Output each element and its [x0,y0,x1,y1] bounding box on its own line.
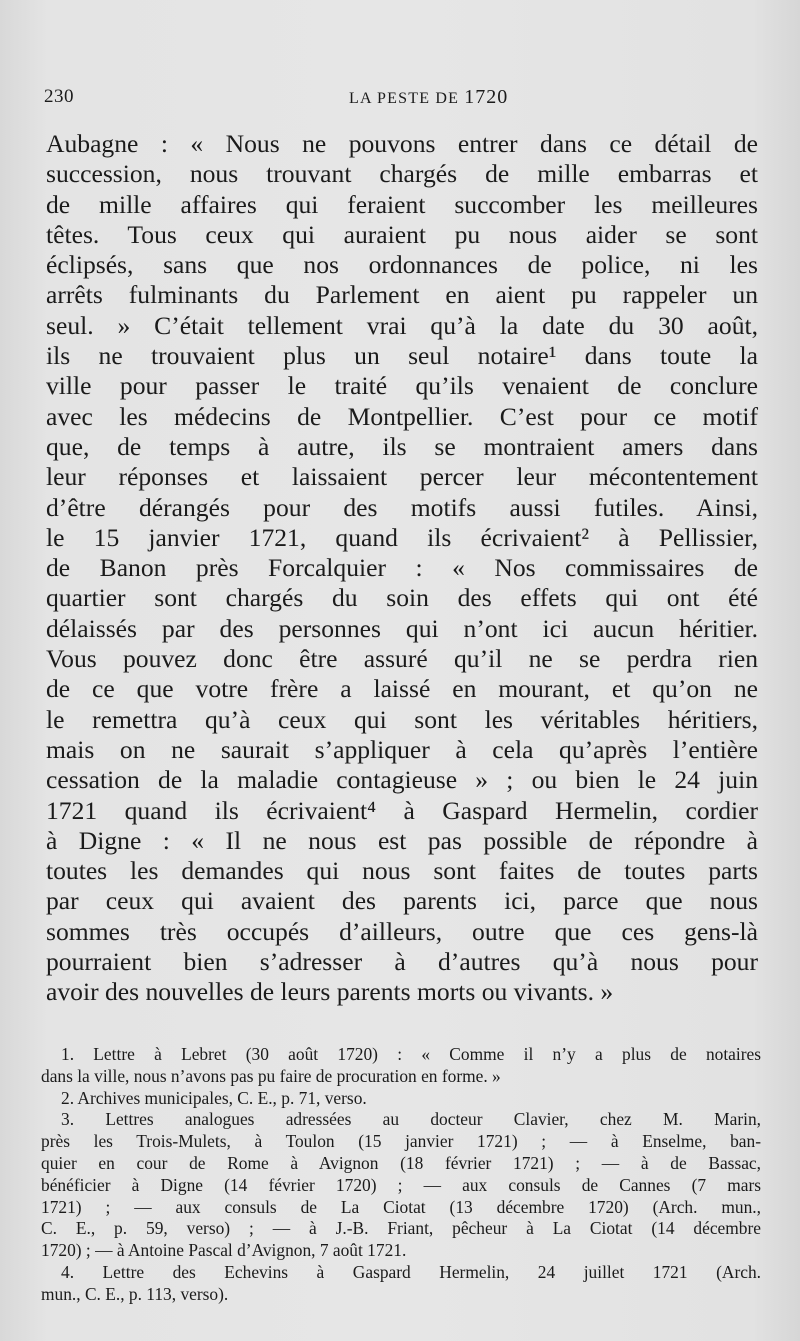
body-line: leur réponses et laissaient percer leur mécontentement [46,462,758,492]
body-line: à Digne : « Il ne nous est pas possible de répondre à [46,825,758,855]
body-line: 1721 quand ils écrivaient⁴ à Gaspard Hermelin, cordier [46,795,758,825]
body-line: Aubagne : « Nous ne pouvons entrer dans ce détail de [46,129,758,158]
body-line: éclipsés, sans que nos ordonnances de police, ni les [46,250,758,280]
body-line: d’être dérangés pour des motifs aussi futiles. Ainsi, [46,492,758,522]
body-line: ils ne trouvaient plus un seul notaire¹ dans toute la [46,341,758,371]
page-number: 230 [44,86,74,107]
body-line: le remettra qu’à ceux qui sont les véritables héritiers, [46,704,758,734]
body-line: de mille affaires qui feraient succomber les meilleures [46,189,758,219]
body-line: avec les médecins de Montpellier. C’est pour ce motif [46,401,758,431]
body-line: arrêts fulminants du Parlement en aient pu rappeler un [46,280,758,310]
body-line: ville pour passer le traité qu’ils venaient de conclure [46,371,758,401]
running-title [349,86,508,109]
body-line: le 15 janvier 1721, quand ils écrivaient² à Pellissier, [46,522,758,552]
body-line: quartier sont chargés du soin des effets qui ont été [46,583,758,613]
body-line: de Banon près Forcalquier : « Nos commissaires de [46,553,758,583]
body-text [46,129,758,1008]
footnote-1: 1. Lettre à Lebret (30 août 1720) : « Comme il n’y a plus de notaires [61,1044,761,1064]
footnote-3-cont: C. E., p. 59, verso) ; — à J.-B. Friant, pêcheur à La Ciotat (14 décembre [41,1218,761,1239]
body-line: par ceux qui avaient des parents ici, parce que nous [46,886,758,916]
body-line: seul. » C’était tellement vrai qu’à la date du 30 août, [46,310,758,340]
footnote-3-cont: 1720) ; — à Antoine Pascal d’Avignon, 7 août 1721. [41,1240,407,1261]
body-line: de ce que votre frère a laissé en mourant, et qu’on ne [46,674,758,704]
running-title-text: LA PESTE DE [349,90,460,107]
body-line: cessation de la maladie contagieuse » ; ou bien le 24 juin [46,765,758,795]
footnote-3: 3. Lettres analogues adressées au docteur Clavier, chez M. Marin, [61,1109,761,1130]
body-line: mais on ne saurait s’appliquer à cela qu’après l’entière [46,734,758,764]
footnotes [41,1044,761,1306]
running-title-year: 1720 [464,86,509,108]
footnote-4: 4. Lettre des Echevins à Gaspard Hermelin, 24 juillet 1721 (Arch. [61,1261,761,1282]
footnote-3-cont: quier en cour de Rome à Avignon (18 février 1721) ; — à de Bassac, [41,1152,761,1173]
body-line: délaissés par des personnes qui n’ont ici aucun héritier. [46,613,758,643]
body-line: que, de temps à autre, ils se montraient amers dans [46,431,758,461]
body-line: têtes. Tous ceux qui auraient pu nous aider se sont [46,219,758,249]
page-header [44,86,744,110]
footnote-3-cont: 1721) ; — aux consuls de La Ciotat (13 décembre 1720) (Arch. mun., [41,1196,761,1217]
body-line: sommes très occupés d’ailleurs, outre que ces gens-là [46,916,758,946]
body-line: toutes les demandes qui nous sont faites de toutes parts [46,856,758,886]
body-line: avoir des nouvelles de leurs parents morts ou vivants. » [46,977,614,1007]
body-line: pourraient bien s’adresser à d’autres qu’à nous pour [46,947,758,977]
footnote-4-cont: mun., C. E., p. 113, verso). [41,1283,229,1304]
footnote-3-cont: bénéficier à Digne (14 février 1720) ; — aux consuls de Cannes (7 mars [41,1174,761,1195]
footnote-2: 2. Archives municipales, C. E., p. 71, verso. [61,1087,367,1108]
body-line: Vous pouvez donc être assuré qu’il ne se perdra rien [46,644,758,674]
body-line: succession, nous trouvant chargés de mille embarras et [46,159,758,189]
footnote-3-cont: près les Trois-Mulets, à Toulon (15 janvier 1721) ; — à Enselme, ban- [41,1131,761,1152]
footnote-1-cont: dans la ville, nous n’avons pas pu faire de procuration en forme. » [41,1065,501,1086]
